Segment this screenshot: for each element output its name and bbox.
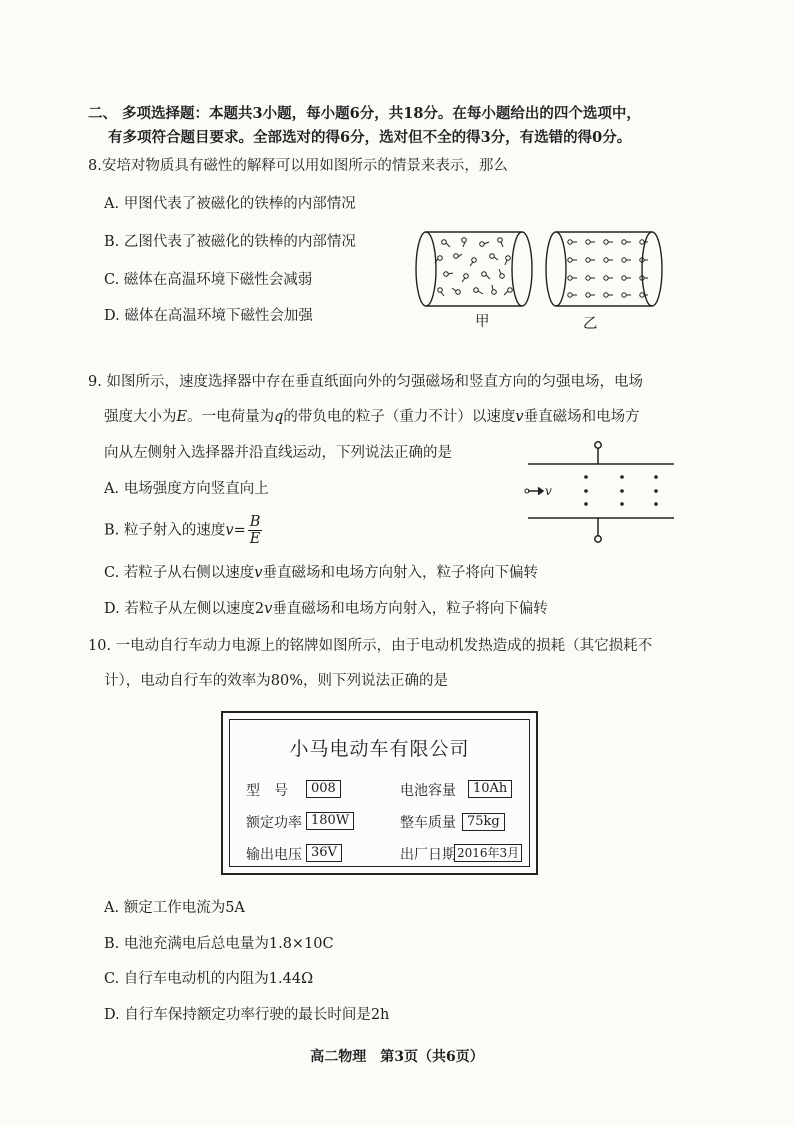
q8-option-b: B. 乙图代表了被磁化的铁棒的内部情况	[104, 234, 356, 250]
q8-figure-label-yi: 乙	[583, 316, 598, 332]
q8-option-a: A. 甲图代表了被磁化的铁棒的内部情况	[104, 196, 356, 212]
nameplate-power-value: 180W	[306, 812, 354, 830]
cylinder-a	[416, 232, 532, 306]
q8-magnet-figure	[412, 228, 672, 310]
section-heading-line2: 有多项符合题目要求。全部选对的得6分，选对但不全的得3分，有选错的得0分。	[108, 129, 632, 146]
q9-option-c: C. 若粒子从右侧以速度v垂直磁场和电场方向射入，粒子将向下偏转	[104, 565, 538, 581]
q9-stem-line2: 强度大小为E。一电荷量为q的带负电的粒子（重力不计）以速度v垂直磁场和电场方	[104, 409, 640, 425]
q9-option-b: B. 粒子射入的速度v= $\frac{B}{E}$	[104, 514, 261, 547]
q9-figure-velocity-label: v	[545, 484, 552, 498]
nameplate-mass-value: 75kg	[462, 813, 505, 831]
nameplate	[221, 711, 538, 875]
q9-option-b-fraction: $\frac{B}{E}$	[249, 514, 261, 547]
nameplate-capacity-value: 10Ah	[468, 780, 512, 798]
q10-stem-line2: 计），电动自行车的效率为80%，则下列说法正确的是	[104, 673, 448, 689]
q10-option-a: A. 额定工作电流为5A	[104, 900, 245, 916]
q9-stem-line3: 向从左侧射入选择器并沿直线运动，下列说法正确的是	[104, 445, 452, 461]
q10-stem-line1: 10. 一电动自行车动力电源上的铭牌如图所示，由于电动机发热造成的损耗（其它损耗不	[88, 638, 653, 654]
nameplate-voltage-label: 输出电压	[246, 847, 302, 863]
nameplate-power-label: 额定功率	[246, 815, 302, 831]
section-heading-line1: 二、 多项选择题：本题共3小题，每小题6分，共18分。在每小题给出的四个选项中，	[88, 105, 641, 122]
cylinder-b-aligned-domains	[568, 240, 648, 297]
nameplate-voltage-value: 36V	[306, 844, 342, 862]
q10-option-c: C. 自行车电动机的内阻为1.44Ω	[104, 971, 314, 987]
q9-option-a: A. 电场强度方向竖直向上	[104, 481, 269, 497]
field-out-of-page-dots	[584, 475, 658, 506]
q8-figure-label-jia: 甲	[475, 314, 490, 330]
nameplate-model-label: 型 号	[246, 783, 288, 799]
nameplate-model-value: 008	[306, 780, 341, 798]
q9-stem-line1: 9. 如图所示，速度选择器中存在垂直纸面向外的匀强磁场和竖直方向的匀强电场，电场	[88, 374, 643, 390]
nameplate-date-value: 2016年3月	[454, 844, 522, 862]
nameplate-capacity-label: 电池容量	[400, 783, 456, 799]
nameplate-inner-border	[229, 719, 530, 867]
q8-option-d: D. 磁体在高温环境下磁性会加强	[104, 308, 313, 324]
q8-option-c: C. 磁体在高温环境下磁性会减弱	[104, 272, 313, 288]
q9-option-d: D. 若粒子从左侧以速度2v垂直磁场和电场方向射入，粒子将向下偏转	[104, 601, 548, 617]
nameplate-company: 小马电动车有限公司	[289, 738, 470, 760]
q8-stem: 8.安培对物质具有磁性的解释可以用如图所示的情景来表示，那么	[88, 158, 508, 174]
cylinder-a-random-domains	[435, 238, 512, 296]
nameplate-mass-label: 整车质量	[400, 815, 456, 831]
nameplate-date-label: 出厂日期	[400, 847, 456, 863]
q10-option-d: D. 自行车保持额定功率行驶的最长时间是2h	[104, 1007, 390, 1023]
page-footer: 高二物理 第3页（共6页）	[310, 1049, 484, 1065]
q10-option-b: B. 电池充满电后总电量为1.8×10C	[104, 936, 334, 952]
